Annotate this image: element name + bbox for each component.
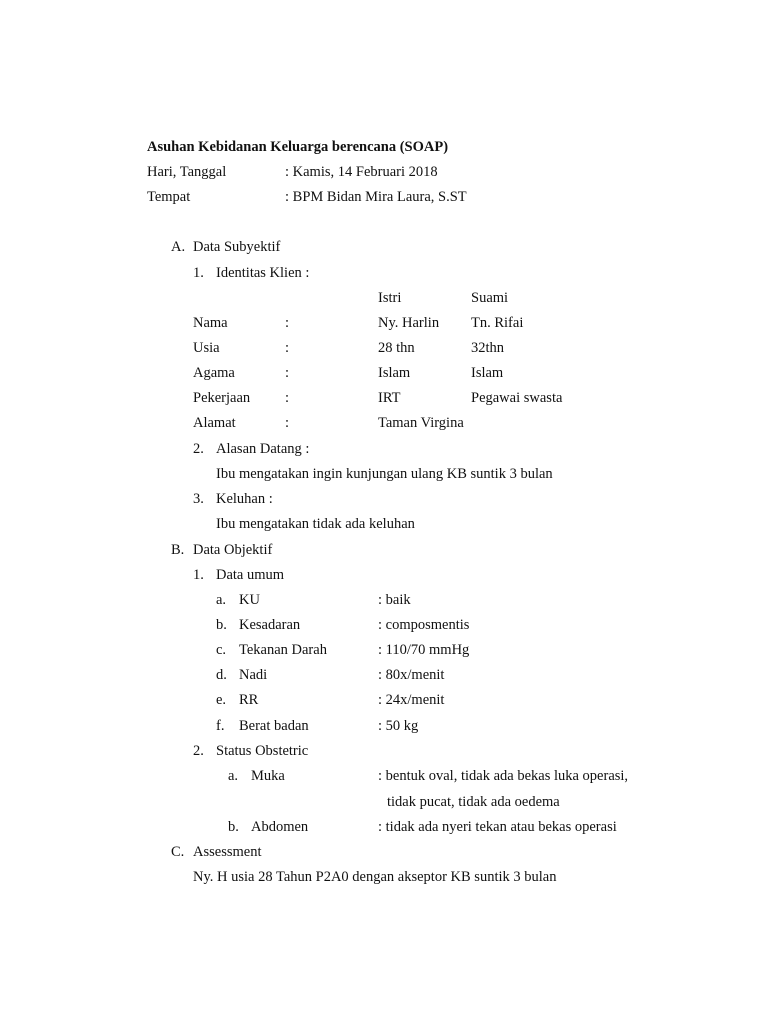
vital-item-label: Tekanan Darah: [239, 642, 327, 658]
section-b-title: Data Objektif: [193, 542, 273, 558]
vital-item-value: : 24x/menit: [378, 692, 445, 708]
identity-row-husband: Islam: [471, 365, 504, 381]
section-c-title: Assessment: [193, 844, 262, 860]
identity-row-label: Alamat: [193, 415, 236, 431]
vital-item-value: : 110/70 mmHg: [378, 642, 470, 658]
vital-item-label: Berat badan: [239, 718, 309, 734]
place-label: Tempat: [147, 189, 191, 205]
section-a-marker: A.: [171, 239, 186, 255]
identity-row-colon: :: [285, 415, 290, 431]
assessment-text: Ny. H usia 28 Tahun P2A0 dengan akseptor KB suntik 3 bulan: [193, 869, 557, 885]
identity-row-colon: :: [285, 390, 290, 406]
identity-row-husband: 32thn: [471, 340, 505, 356]
identity-row-label: Nama: [193, 315, 228, 331]
vital-item-value: : composmentis: [378, 617, 470, 633]
identity-row-wife: Taman Virgina: [378, 415, 464, 431]
vital-item-marker: c.: [216, 642, 227, 658]
vital-item-marker: d.: [216, 667, 227, 683]
general-marker: 1.: [193, 567, 204, 583]
vital-item-label: KU: [239, 592, 260, 608]
vital-item-marker: e.: [216, 692, 227, 708]
vital-item-label: Kesadaran: [239, 617, 301, 633]
identity-row-label: Usia: [193, 340, 220, 356]
face-value-line1: : bentuk oval, tidak ada bekas luka operasi,: [378, 768, 629, 784]
identity-row-label: Agama: [193, 365, 235, 381]
column-header-husband: Suami: [471, 290, 509, 306]
face-marker: a.: [228, 768, 239, 784]
identity-row-label: Pekerjaan: [193, 390, 251, 406]
abdomen-label: Abdomen: [251, 819, 309, 835]
vital-item-label: Nadi: [239, 667, 268, 683]
identity-row-wife: 28 thn: [378, 340, 415, 356]
obstetric-marker: 2.: [193, 743, 204, 759]
vital-item-value: : 80x/menit: [378, 667, 445, 683]
complaint-text: Ibu mengatakan tidak ada keluhan: [216, 516, 415, 532]
identity-row-wife: IRT: [378, 390, 401, 406]
face-value-line2: tidak pucat, tidak ada oedema: [387, 794, 560, 810]
vital-item-marker: b.: [216, 617, 227, 633]
vital-item-marker: a.: [216, 592, 227, 608]
identity-row-colon: :: [285, 315, 290, 331]
abdomen-value: : tidak ada nyeri tekan atau bekas operasi: [378, 819, 617, 835]
complaint-marker: 3.: [193, 491, 204, 507]
complaint-title: Keluhan :: [216, 491, 273, 507]
section-a-title: Data Subyektif: [193, 239, 281, 255]
date-label: Hari, Tanggal: [147, 164, 227, 180]
vital-item-value: : baik: [378, 592, 411, 608]
vital-item-label: RR: [239, 692, 259, 708]
identity-row-colon: :: [285, 340, 290, 356]
abdomen-marker: b.: [228, 819, 239, 835]
section-b-marker: B.: [171, 542, 185, 558]
face-label: Muka: [251, 768, 285, 784]
document-title: Asuhan Kebidanan Keluarga berencana (SOAP): [147, 139, 449, 155]
identity-title: Identitas Klien :: [216, 265, 310, 281]
obstetric-title: Status Obstetric: [216, 743, 309, 759]
reason-title: Alasan Datang :: [216, 441, 310, 457]
section-c-marker: C.: [171, 844, 185, 860]
place-value: : BPM Bidan Mira Laura, S.ST: [285, 189, 467, 205]
reason-text: Ibu mengatakan ingin kunjungan ulang KB suntik 3 bulan: [216, 466, 553, 482]
identity-row-husband: Tn. Rifai: [471, 315, 524, 331]
identity-row-wife: Ny. Harlin: [378, 315, 440, 331]
identity-row-husband: Pegawai swasta: [471, 390, 563, 406]
vital-item-value: : 50 kg: [378, 718, 419, 734]
general-title: Data umum: [216, 567, 285, 583]
date-value: : Kamis, 14 Februari 2018: [285, 164, 438, 180]
identity-row-wife: Islam: [378, 365, 411, 381]
identity-row-colon: :: [285, 365, 290, 381]
column-header-wife: Istri: [378, 290, 402, 306]
reason-marker: 2.: [193, 441, 204, 457]
vital-item-marker: f.: [216, 718, 225, 734]
identity-marker: 1.: [193, 265, 204, 281]
